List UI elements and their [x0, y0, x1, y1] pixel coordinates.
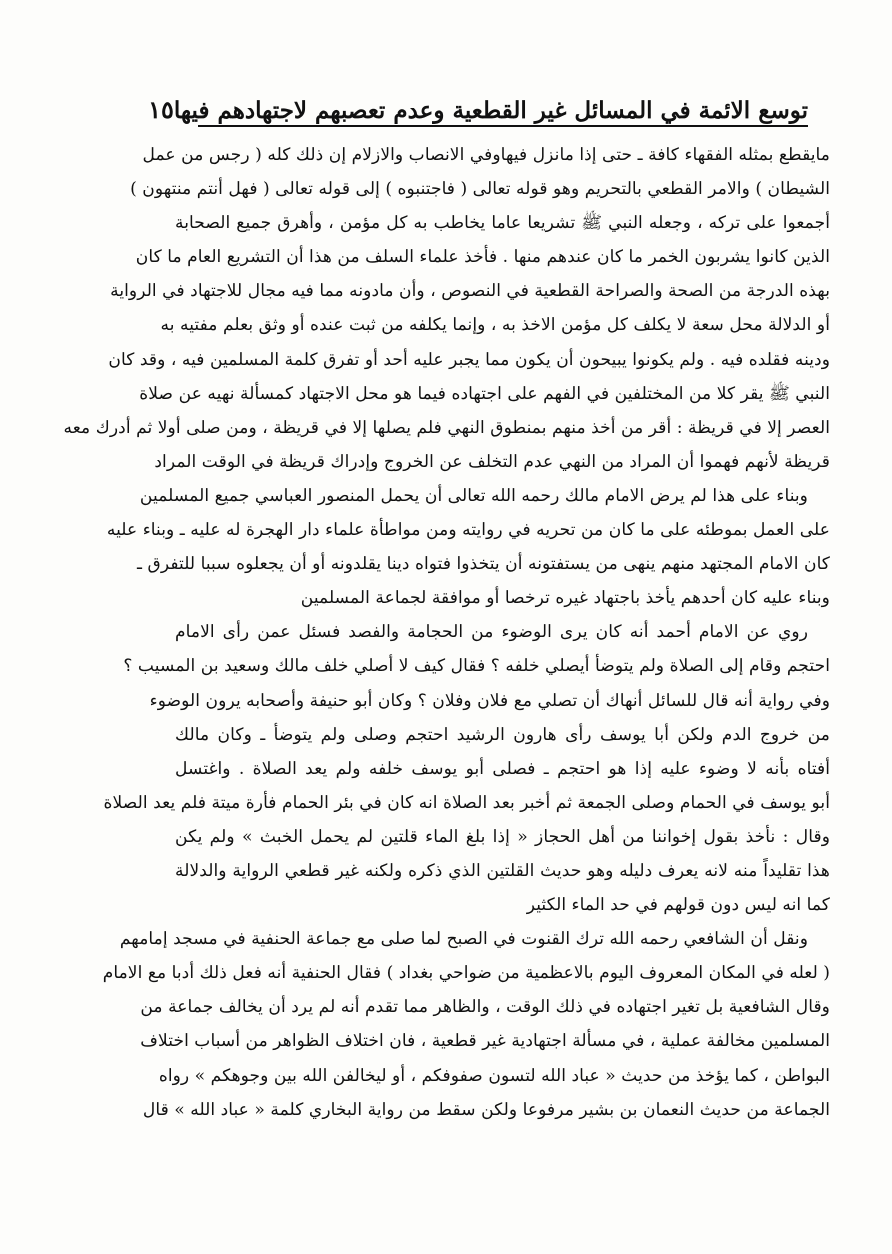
text-line: على العمل بموطئه على ما كان من تحريه في روايته ومن مواطأة علماء دار الهجرة له عليه ـ وبناء عليه [106, 520, 830, 541]
header-rule [198, 125, 808, 127]
text-line: ( لعله في المكان المعروف اليوم بالاعظمية من ضواحي بغداد ) فقال الحنفية أنه فعل ذلك أدبا مع الامام [102, 963, 830, 984]
text-line: احتجم وقام إلى الصلاة ولم يتوضأ أيصلي خلفه ؟ فقال كيف لا أصلي خلف مالك وسعيد بن المسيب ؟ [123, 656, 830, 677]
paragraph [102, 922, 830, 1127]
text-line: كما انه ليس دون قولهم في حد الماء الكثير [526, 895, 830, 916]
page-header [148, 78, 808, 124]
text-line: وقال الشافعية بل تغير اجتهاده في ذلك الوقت ، والظاهر مما تقدم أنه لم يرد أن يخالف جماعة من [140, 997, 830, 1018]
text-line: النبي ﷺ يقر كلا من المختلفين في الفهم على اجتهاده فيما هو محل الاجتهاد كمسألة نهيه عن صلاة [139, 383, 830, 404]
text-line: بهذه الدرجة من الصحة والصراحة القطعية في النصوص ، وأن مادونه مما فيه مجال للاجتهاد في الرواية [110, 281, 830, 302]
text-line: كان الامام المجتهد منهم ينهى من يستفتونه أن يتخذوا فتواه دينا يقلدونه أو أن يجعلوه سببا للتفرق ـ [137, 554, 830, 575]
text-line: الشيطان ) والامر القطعي بالتحريم وهو قوله تعالى ( فاجتنبوه ) إلى قوله تعالى ( فهل أنتم منتهون ) [130, 179, 830, 200]
text-line: أجمعوا على تركه ، وجعله النبي ﷺ تشريعا عاما يخاطب به كل مؤمن ، وأهرق جميع الصحابة [175, 213, 830, 234]
text-line: العصر إلا في قريظة : أقر من أخذ منهم بمنطوق النهي فلم يصلها إلا في قريظة ، ومن صلى أولا ثم أدرك معه [63, 417, 830, 438]
text-line: البواطن ، كما يؤخذ من حديث « عباد الله لتسون صفوفكم ، أو ليخالفن الله بين وجوهكم » رواه [158, 1065, 830, 1086]
running-title: توسع الائمة في المسائل غير القطعية وعدم تعصبهم لاجتهادهم فيها [173, 97, 808, 124]
page-number: ١٥ [148, 95, 174, 124]
text-line: أو الدلالة محل سعة لا يكلف كل مؤمن الاخذ به ، وإنما يكلفه من ثبت عنده أو وثق بعلم مفتيه به [160, 315, 830, 336]
text-line: وبناء عليه كان أحدهم يأخذ باجتهاد غيره ترخصا أو موافقة لجماعة المسلمين [300, 588, 830, 609]
text-line: ودينه فقلده فيه . ولم يكونوا يبيحون أن يكون مما يجبر عليه أحد أو تفرق كلمة المسلمين فيه ، وقد كان [108, 349, 830, 370]
paragraph [103, 615, 830, 922]
text-line: قريظة لأنهم فهموا أن المراد من النهي عدم التخلف عن الخروج وإدراك قريظة في الوقت المراد [154, 451, 830, 472]
text-line: وفي رواية أنه قال للسائل أنهاك أن تصلي مع فلان وفلان ؟ وكان أبو حنيفة وأصحابه يرون الوضوء [149, 690, 830, 711]
text-line: أبو يوسف في الحمام وصلى الجمعة ثم أخبر بعد الصلاة انه كان في بئر الحمام فأرة ميتة فلم يعد الصلاة [103, 792, 830, 813]
text-line: الذين كانوا يشربون الخمر ما كان عندهم منها . فأخذ علماء السلف من هذا أن التشريع العام ما كان [135, 247, 830, 268]
text-line: هذا تقليداً منه لانه يعرف دليله وهو حديث القلتين الذي ذكره ولكنه غير قطعي الرواية والدلالة [175, 860, 830, 881]
text-line: مايقطع بمثله الفقهاء كافة ـ حتى إذا مانزل فيهاوفي الانصاب والازلام إن ذلك كله ( رجس من عمل [142, 145, 830, 165]
text-line: الجماعة من حديث النعمان بن بشير مرفوعا ولكن سقط من رواية البخاري كلمة « عباد الله » قال [142, 1099, 830, 1120]
paragraph [106, 479, 830, 615]
text-line: المسلمين مخالفة عملية ، في مسألة اجتهادية غير قطعية ، فان اختلاف الظواهر من أسباب اختلاف [140, 1031, 830, 1052]
text-line: وبناء على هذا لم يرض الامام مالك رحمه الله تعالى أن يحمل المنصور العباسي جميع المسلمين [139, 485, 808, 506]
text-line: وقال : نأخذ بقول إخواننا من أهل الحجاز « إذا بلغ الماء قلتين لم يحمل الخبث » ولم يكن [175, 826, 830, 847]
text-line: روي عن الامام أحمد أنه كان يرى الوضوء من الحجامة والفصد فسئل عمن رأى الامام [175, 622, 808, 643]
text-line: أفتاه بأنه لا وضوء عليه إذا هو احتجم ـ فصلى أبو يوسف خلفه ولم يعد الصلاة . واغتسل [175, 758, 830, 779]
text-line: من خروج الدم ولكن أبا يوسف رأى هارون الرشيد احتجم وصلى ولم يتوضأ ـ وكان مالك [175, 724, 830, 745]
text-line: ونقل أن الشافعي رحمه الله ترك القنوت في الصبح لما صلى مع جماعة الحنفية في مسجد إمامهم [119, 929, 808, 950]
paragraph [63, 138, 830, 479]
body-text [63, 138, 830, 1127]
